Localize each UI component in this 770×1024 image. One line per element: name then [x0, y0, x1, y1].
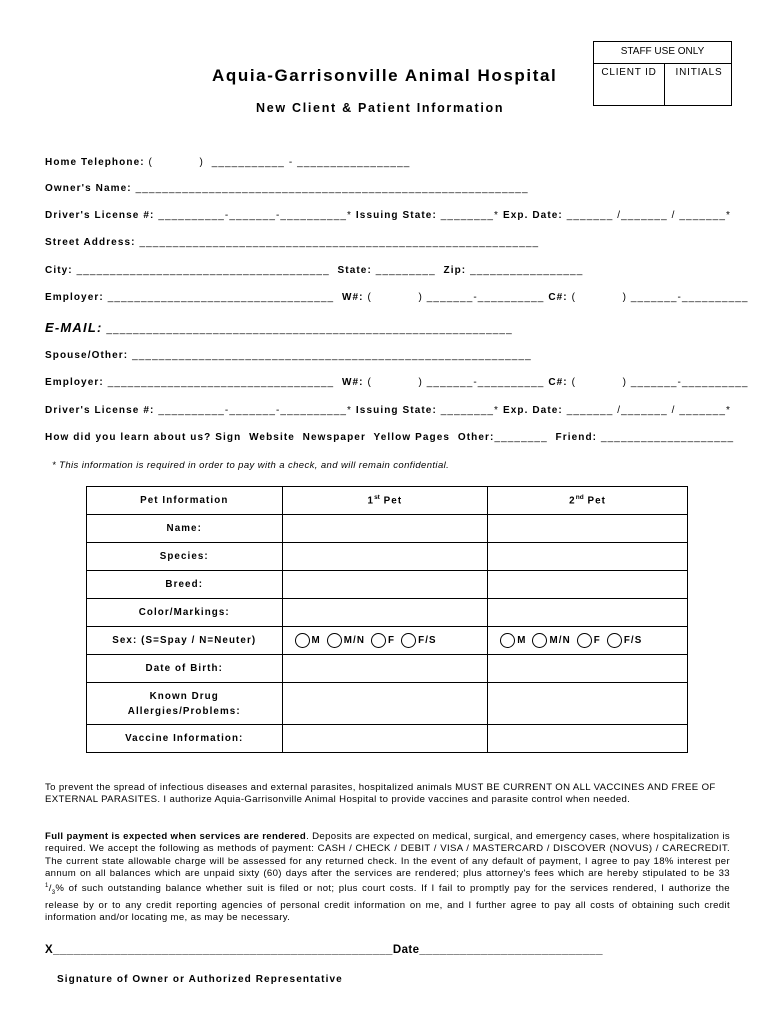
pet2-sex-options: [488, 633, 687, 648]
radio-circle-icon[interactable]: [577, 633, 592, 648]
drivers-license-row-1: [45, 210, 731, 221]
allergies-label-line2: Allergies/Problems:: [127, 705, 241, 717]
pet-info-table: [86, 486, 688, 753]
referral-label: How did you learn about us? Sign Website Newspaper Yellow Pages Other:: [45, 432, 495, 443]
table-row: [87, 599, 688, 627]
issuing-state-field[interactable]: ________*: [436, 210, 503, 221]
email-row: [45, 320, 513, 335]
client-id-label: CLIENT ID: [601, 67, 657, 78]
pet1-word: Pet: [379, 495, 403, 507]
city-field[interactable]: ______________________________________: [72, 265, 338, 276]
table-header-row: [87, 487, 688, 515]
pet2-species-cell[interactable]: [488, 543, 688, 571]
friend-label: Friend:: [555, 432, 598, 443]
radio-circle-icon[interactable]: [500, 633, 515, 648]
zip-label: Zip:: [443, 265, 467, 276]
pet2-sex-fs[interactable]: [607, 633, 643, 648]
pet2-breed-cell[interactable]: [488, 571, 688, 599]
referral-other-field[interactable]: ________: [494, 432, 556, 443]
row-label-dob: Date of Birth:: [87, 655, 283, 683]
radio-circle-icon[interactable]: [607, 633, 622, 648]
pet1-sex-mn[interactable]: [327, 633, 365, 648]
row-label-name: Name:: [87, 515, 283, 543]
home-telephone-label: Home Telephone:: [45, 157, 145, 168]
radio-circle-icon[interactable]: [295, 633, 310, 648]
required-note: * This information is required in order to pay with a check, and will remain confidential.: [52, 460, 450, 471]
pet2-color-cell[interactable]: [488, 599, 688, 627]
row-label-vaccine: Vaccine Information:: [87, 725, 283, 753]
friend-field[interactable]: ____________________: [597, 432, 735, 443]
signature-caption: Signature of Owner or Authorized Representative: [57, 974, 343, 985]
zip-field[interactable]: _________________: [466, 265, 584, 276]
table-row: [87, 725, 688, 753]
table-row: [87, 683, 688, 725]
pet2-name-cell[interactable]: [488, 515, 688, 543]
signature-date-line[interactable]: X__________________________________________________Date___________________________: [45, 944, 603, 956]
owner-name-field[interactable]: ___________________________________________________________: [131, 183, 529, 194]
radio-circle-icon[interactable]: [532, 633, 547, 648]
table-row: [87, 655, 688, 683]
owner-name-label: Owner's Name:: [45, 183, 132, 194]
row-label-breed: Breed:: [87, 571, 283, 599]
spouse-drivers-license-field[interactable]: __________-_______-__________*: [154, 405, 356, 416]
spouse-drivers-license-label: Driver's License #:: [45, 405, 155, 416]
city-label: City:: [45, 265, 73, 276]
city-row: [45, 265, 583, 276]
issuing-state-label: Issuing State:: [355, 210, 437, 221]
home-telephone-field[interactable]: ( ) ___________ - _________________: [144, 157, 411, 168]
spouse-issuing-state-field[interactable]: ________*: [436, 405, 503, 416]
payment-terms-part2: % of such outstanding balance whether suit is filed or not; plus court costs. If I fail to promptly pay for the services rendered, I authorize the release by or to any credit reporting agencies of personal credit information on me, and I further agree to pay all costs of obtaining such credit information and/or locating me, as may be necessary.: [45, 883, 730, 923]
spouse-cell-phone-label: C#:: [548, 377, 568, 388]
spouse-label: Spouse/Other:: [45, 350, 129, 361]
pet-info-header: Pet Information: [87, 487, 283, 515]
spouse-employer-label: Employer:: [45, 377, 104, 388]
cell-phone-label: C#:: [548, 292, 568, 303]
table-row: [87, 627, 688, 655]
vaccine-disclaimer: To prevent the spread of infectious diseases and external parasites, hospitalized animals MUST BE CURRENT ON ALL VACCINES AND FREE OF EXTERNAL PARASITES. I authorize Aquia-Garrisonville Animal Hospital to provide vaccines and parasite control when needed.: [45, 782, 716, 806]
pet1-header: [282, 487, 488, 515]
table-row: [87, 515, 688, 543]
form-subtitle: New Client & Patient Information: [256, 101, 505, 115]
employer-row-1: [45, 292, 749, 303]
spouse-exp-date-field[interactable]: _______ /_______ / _______*: [562, 405, 731, 416]
pet1-allergies-cell[interactable]: [282, 683, 488, 725]
pet2-word: Pet: [583, 495, 607, 507]
pet1-ordinal: st: [374, 494, 380, 502]
pet2-dob-cell[interactable]: [488, 655, 688, 683]
drivers-license-label: Driver's License #:: [45, 210, 155, 221]
work-phone-label: W#:: [341, 292, 364, 303]
pet2-sex-m[interactable]: [500, 633, 526, 648]
row-label-color: Color/Markings:: [87, 599, 283, 627]
spouse-work-phone-field[interactable]: ( ) _______-__________: [363, 377, 549, 388]
pet1-dob-cell[interactable]: [282, 655, 488, 683]
pet2-ordinal: nd: [575, 494, 584, 502]
home-telephone-row: [45, 157, 410, 168]
initials-label: INITIALS: [675, 67, 723, 78]
radio-circle-icon[interactable]: [327, 633, 342, 648]
radio-circle-icon[interactable]: [401, 633, 416, 648]
sex-mn-label: M/N: [549, 635, 571, 646]
payment-terms: [45, 831, 730, 924]
pet1-sex-m[interactable]: [295, 633, 321, 648]
drivers-license-field[interactable]: __________-_______-__________*: [154, 210, 356, 221]
street-address-field[interactable]: ____________________________________________________________: [135, 237, 540, 248]
pet2-header: [488, 487, 688, 515]
pet2-vaccine-cell[interactable]: [488, 725, 688, 753]
email-field[interactable]: _____________________________________________________________: [102, 324, 513, 335]
pet2-sex-f[interactable]: [577, 633, 601, 648]
fraction-denominator: 3: [51, 890, 56, 897]
row-label-sex: Sex: (S=Spay / N=Neuter): [87, 627, 283, 655]
sex-fs-label: F/S: [623, 635, 643, 646]
staff-use-box: [593, 41, 732, 106]
pet2-allergies-cell[interactable]: [488, 683, 688, 725]
street-address-row: [45, 237, 539, 248]
sex-m-label: M: [517, 635, 527, 646]
pet2-number: 2: [569, 495, 576, 507]
exp-date-label: Exp. Date:: [502, 210, 563, 221]
spouse-issuing-state-label: Issuing State:: [355, 405, 437, 416]
pet1-number: 1: [367, 495, 375, 507]
radio-circle-icon[interactable]: [371, 633, 386, 648]
owner-name-row: [45, 183, 529, 194]
sex-mn-label: M/N: [343, 635, 366, 646]
employer-row-2: [45, 377, 749, 388]
row-label-species: Species:: [87, 543, 283, 571]
payment-terms-part1: . Deposits are expected on medical, surgical, and emergency cases, where hospitalization is required. We accept the following as methods of payment: CASH / CHECK / DEBIT / VISA / MASTERCARD / DISCOVER (NOVUS) / CARECREDIT. The current state allowable charge will be assessed for any returned check. In the event of any default of payment, I agree to pay 18% interest per annum on all balances which are unpaid sixty (60) days after the services are rendered; plus attorney's fees which are hereby stipulated to be 33: [45, 831, 730, 879]
spouse-field[interactable]: ____________________________________________________________: [128, 350, 532, 361]
email-label: E-MAIL:: [45, 320, 103, 335]
spouse-cell-phone-field[interactable]: ( ) _______-__________: [567, 377, 749, 388]
spouse-work-phone-label: W#:: [341, 377, 364, 388]
pet1-sex-cell: [282, 627, 488, 655]
payment-terms-bold: Full payment is expected when services are rendered: [45, 831, 307, 842]
referral-row: [45, 432, 734, 443]
pet1-sex-options: [283, 633, 488, 648]
pet1-species-cell[interactable]: [282, 543, 488, 571]
pet2-sex-cell: [488, 627, 688, 655]
pet1-color-cell[interactable]: [282, 599, 488, 627]
row-label-allergies: [87, 683, 283, 725]
street-address-label: Street Address:: [45, 237, 136, 248]
sex-f-label: F: [593, 635, 601, 646]
table-row: [87, 543, 688, 571]
exp-date-field[interactable]: _______ /_______ / _______*: [562, 210, 731, 221]
fraction-separator: /: [48, 883, 52, 895]
employer-label: Employer:: [45, 292, 104, 303]
pet2-sex-mn[interactable]: [532, 633, 570, 648]
state-label: State:: [337, 265, 372, 276]
staff-use-title: STAFF USE ONLY: [594, 42, 731, 64]
work-phone-field[interactable]: ( ) _______-__________: [363, 292, 549, 303]
allergies-label-line1: Known Drug: [149, 690, 219, 702]
employer-field[interactable]: __________________________________: [103, 292, 342, 303]
drivers-license-row-2: [45, 405, 731, 416]
fraction-numerator: 1: [45, 883, 49, 890]
sex-f-label: F: [388, 635, 396, 646]
table-row: [87, 571, 688, 599]
spouse-exp-date-label: Exp. Date:: [502, 405, 563, 416]
pet1-vaccine-cell[interactable]: [282, 725, 488, 753]
pet1-sex-f[interactable]: [371, 633, 395, 648]
sex-m-label: M: [311, 635, 321, 646]
state-field[interactable]: _________: [371, 265, 444, 276]
pet1-breed-cell[interactable]: [282, 571, 488, 599]
spouse-row: [45, 350, 532, 361]
cell-phone-field[interactable]: ( ) _______-__________: [567, 292, 749, 303]
pet1-name-cell[interactable]: [282, 515, 488, 543]
hospital-name: Aquia-Garrisonville Animal Hospital: [212, 66, 558, 85]
spouse-employer-field[interactable]: __________________________________: [103, 377, 342, 388]
pet1-sex-fs[interactable]: [401, 633, 437, 648]
sex-fs-label: F/S: [418, 635, 437, 646]
